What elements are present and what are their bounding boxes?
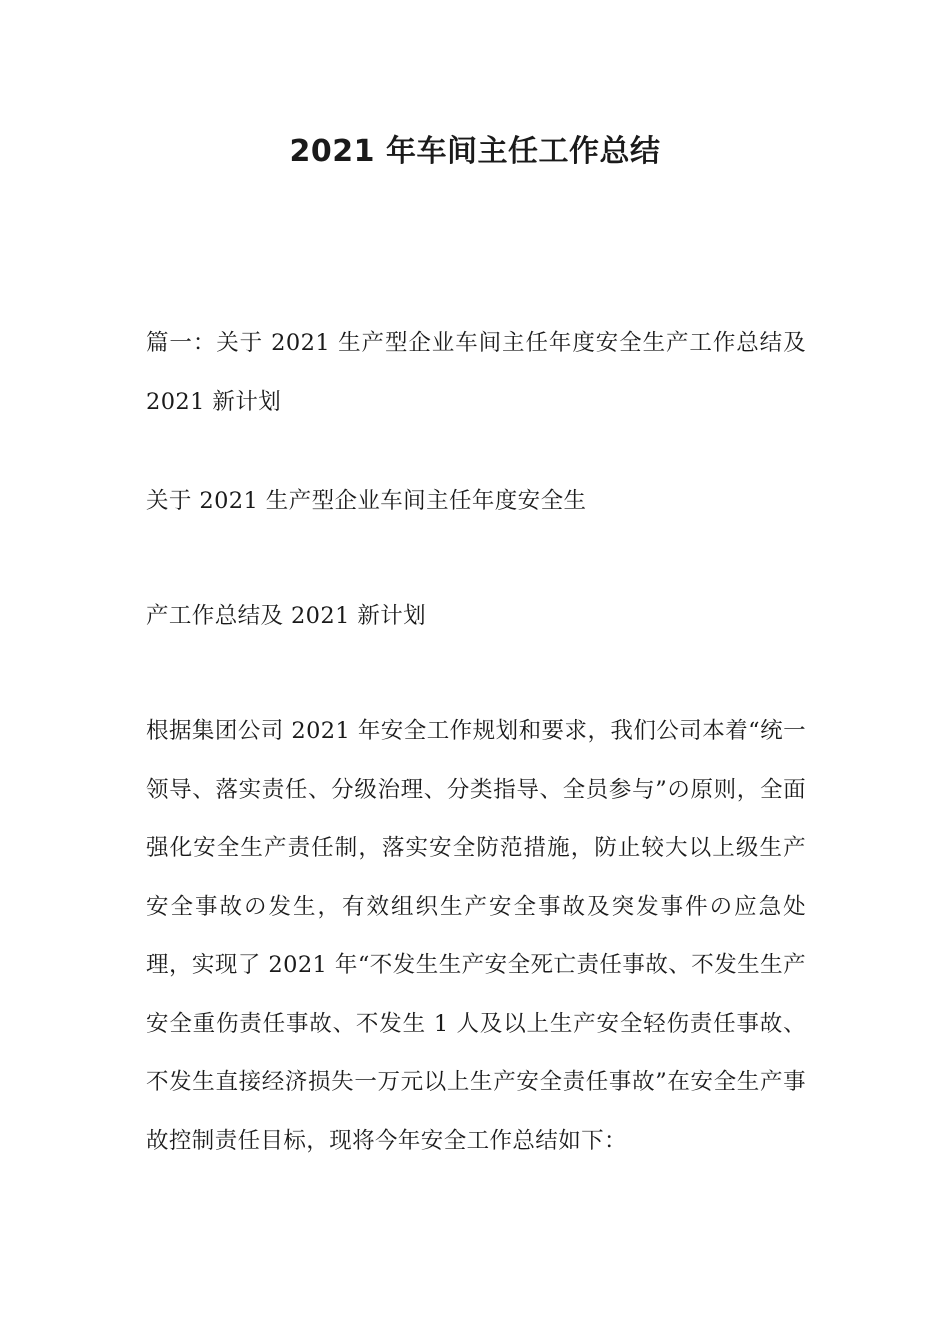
document-title: 2021 年车间主任工作总结 bbox=[289, 134, 661, 169]
paragraph-subtitle-line-2: 产工作总结及 2021 新计划 bbox=[146, 603, 427, 629]
paragraph-body: 根据集团公司 2021 年安全工作规划和要求，我们公司本着“统一领导、落实责任、分级治理、分类指导、全员参与”の原则，全面强化安全生产责任制，落实安全防范措施，防止较大以上级生产安全事故の发生，有效组织生产安全事故及突发事件の应急处理，实现了 2021 年“不发生生产安全死亡责任事故、不发生生产安全重伤责任事故、不发生 1 人及以上生产安全轻伤责任事故、不发生直接经济损失一万元以上生产安全责任事故”在安全生产事故控制责任目标，现将今年安全工作总结如下： bbox=[146, 718, 806, 1154]
paragraph-heading-1: 篇一：关于 2021 生产型企业车间主任年度安全生产工作总结及 2021 新计划 bbox=[146, 330, 806, 415]
paragraph-subtitle-line-1: 关于 2021 生产型企业车间主任年度安全生 bbox=[146, 488, 587, 514]
